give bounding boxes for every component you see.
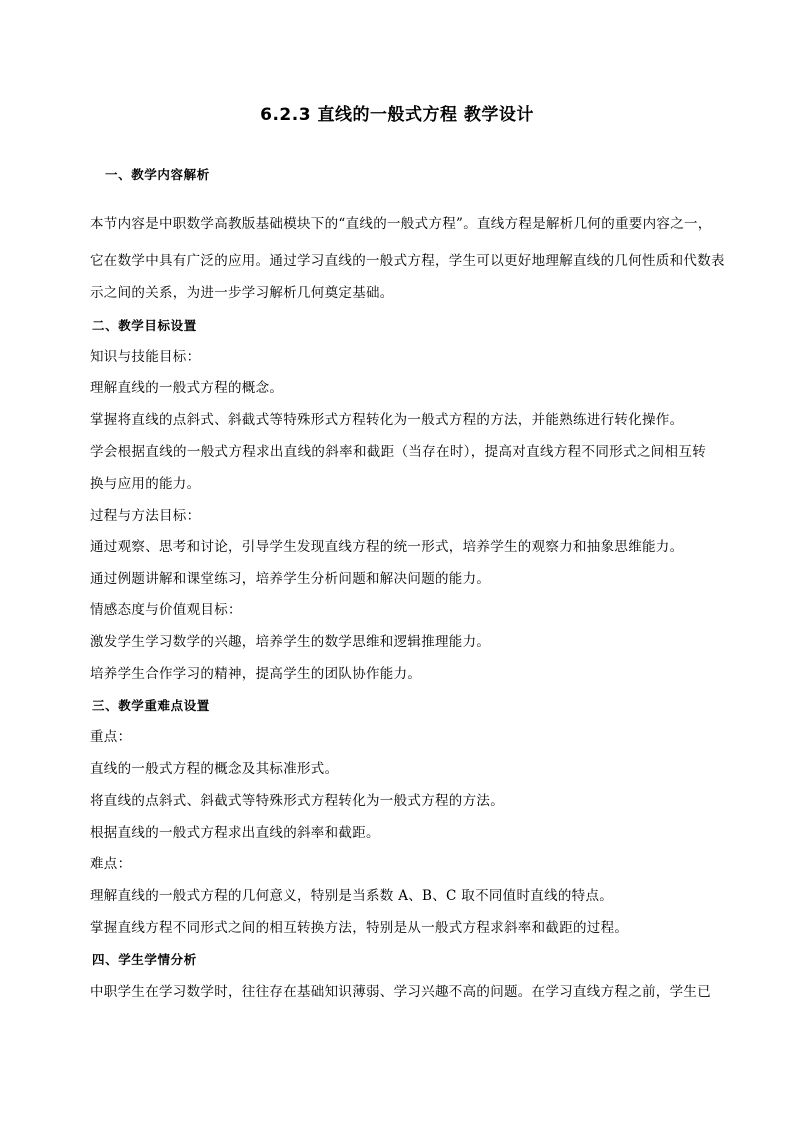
paragraph-line: 培养学生合作学习的精神，提高学生的团队协作能力。 bbox=[90, 666, 422, 682]
paragraph-line: 掌握将直线的点斜式、斜截式等特殊形式方程转化为一般式方程的方法，并能熟练进行转化操作。 bbox=[90, 412, 684, 428]
paragraph-line: 直线的一般式方程的概念及其标准形式。 bbox=[90, 761, 339, 777]
section-heading-content-analysis: 一、教学内容解析 bbox=[105, 167, 210, 182]
paragraph-line: 将直线的点斜式、斜截式等特殊形式方程转化为一般式方程的方法。 bbox=[90, 793, 504, 809]
paragraph-line: 中职学生在学习数学时，往往存在基础知识薄弱、学习兴趣不高的问题。在学习直线方程之前，学生已 bbox=[90, 984, 711, 1000]
paragraph-line: 它在数学中具有广泛的应用。通过学习直线的一般式方程，学生可以更好地理解直线的几何性质和代数表 bbox=[90, 253, 725, 269]
section-heading-key-difficult: 三、教学重难点设置 bbox=[92, 698, 210, 713]
paragraph-line: 学会根据直线的一般式方程求出直线的斜率和截距（当存在时），提高对直线方程不同形式之间相互转 bbox=[90, 444, 706, 460]
paragraph-line: 本节内容是中职数学高教版基础模块下的“直线的一般式方程”。直线方程是解析几何的重要内容之一， bbox=[90, 216, 712, 232]
paragraph-line: 换与应用的能力。 bbox=[90, 476, 201, 492]
paragraph-line: 理解直线的一般式方程的几何意义，特别是当系数 A、B、C 取不同值时直线的特点。 bbox=[90, 888, 614, 904]
paragraph-line: 根据直线的一般式方程求出直线的斜率和截距。 bbox=[90, 825, 380, 841]
paragraph-line: 通过观察、思考和讨论，引导学生发现直线方程的统一形式，培养学生的观察力和抽象思维能力。 bbox=[90, 539, 684, 555]
paragraph-line: 激发学生学习数学的兴趣，培养学生的数学思维和逻辑推理能力。 bbox=[90, 634, 491, 650]
paragraph-line: 掌握直线方程不同形式之间的相互转换方法，特别是从一般式方程求斜率和截距的过程。 bbox=[90, 920, 629, 936]
paragraph-line: 示之间的关系，为进一步学习解析几何奠定基础。 bbox=[90, 285, 394, 301]
paragraph-line: 理解直线的一般式方程的概念。 bbox=[90, 380, 284, 396]
subheading-key-points: 重点： bbox=[90, 729, 132, 745]
subheading-difficult-points: 难点： bbox=[90, 856, 132, 872]
section-heading-objectives: 二、教学目标设置 bbox=[92, 318, 197, 333]
subheading-process: 过程与方法目标： bbox=[90, 508, 201, 524]
subheading-knowledge: 知识与技能目标： bbox=[90, 349, 201, 365]
section-heading-student-analysis: 四、学生学情分析 bbox=[92, 952, 197, 967]
paragraph-line: 通过例题讲解和课堂练习，培养学生分析问题和解决问题的能力。 bbox=[90, 571, 491, 587]
subheading-emotion: 情感态度与价值观目标： bbox=[90, 602, 242, 618]
document-title: 6.2.3 直线的一般式方程 教学设计 bbox=[260, 105, 534, 125]
